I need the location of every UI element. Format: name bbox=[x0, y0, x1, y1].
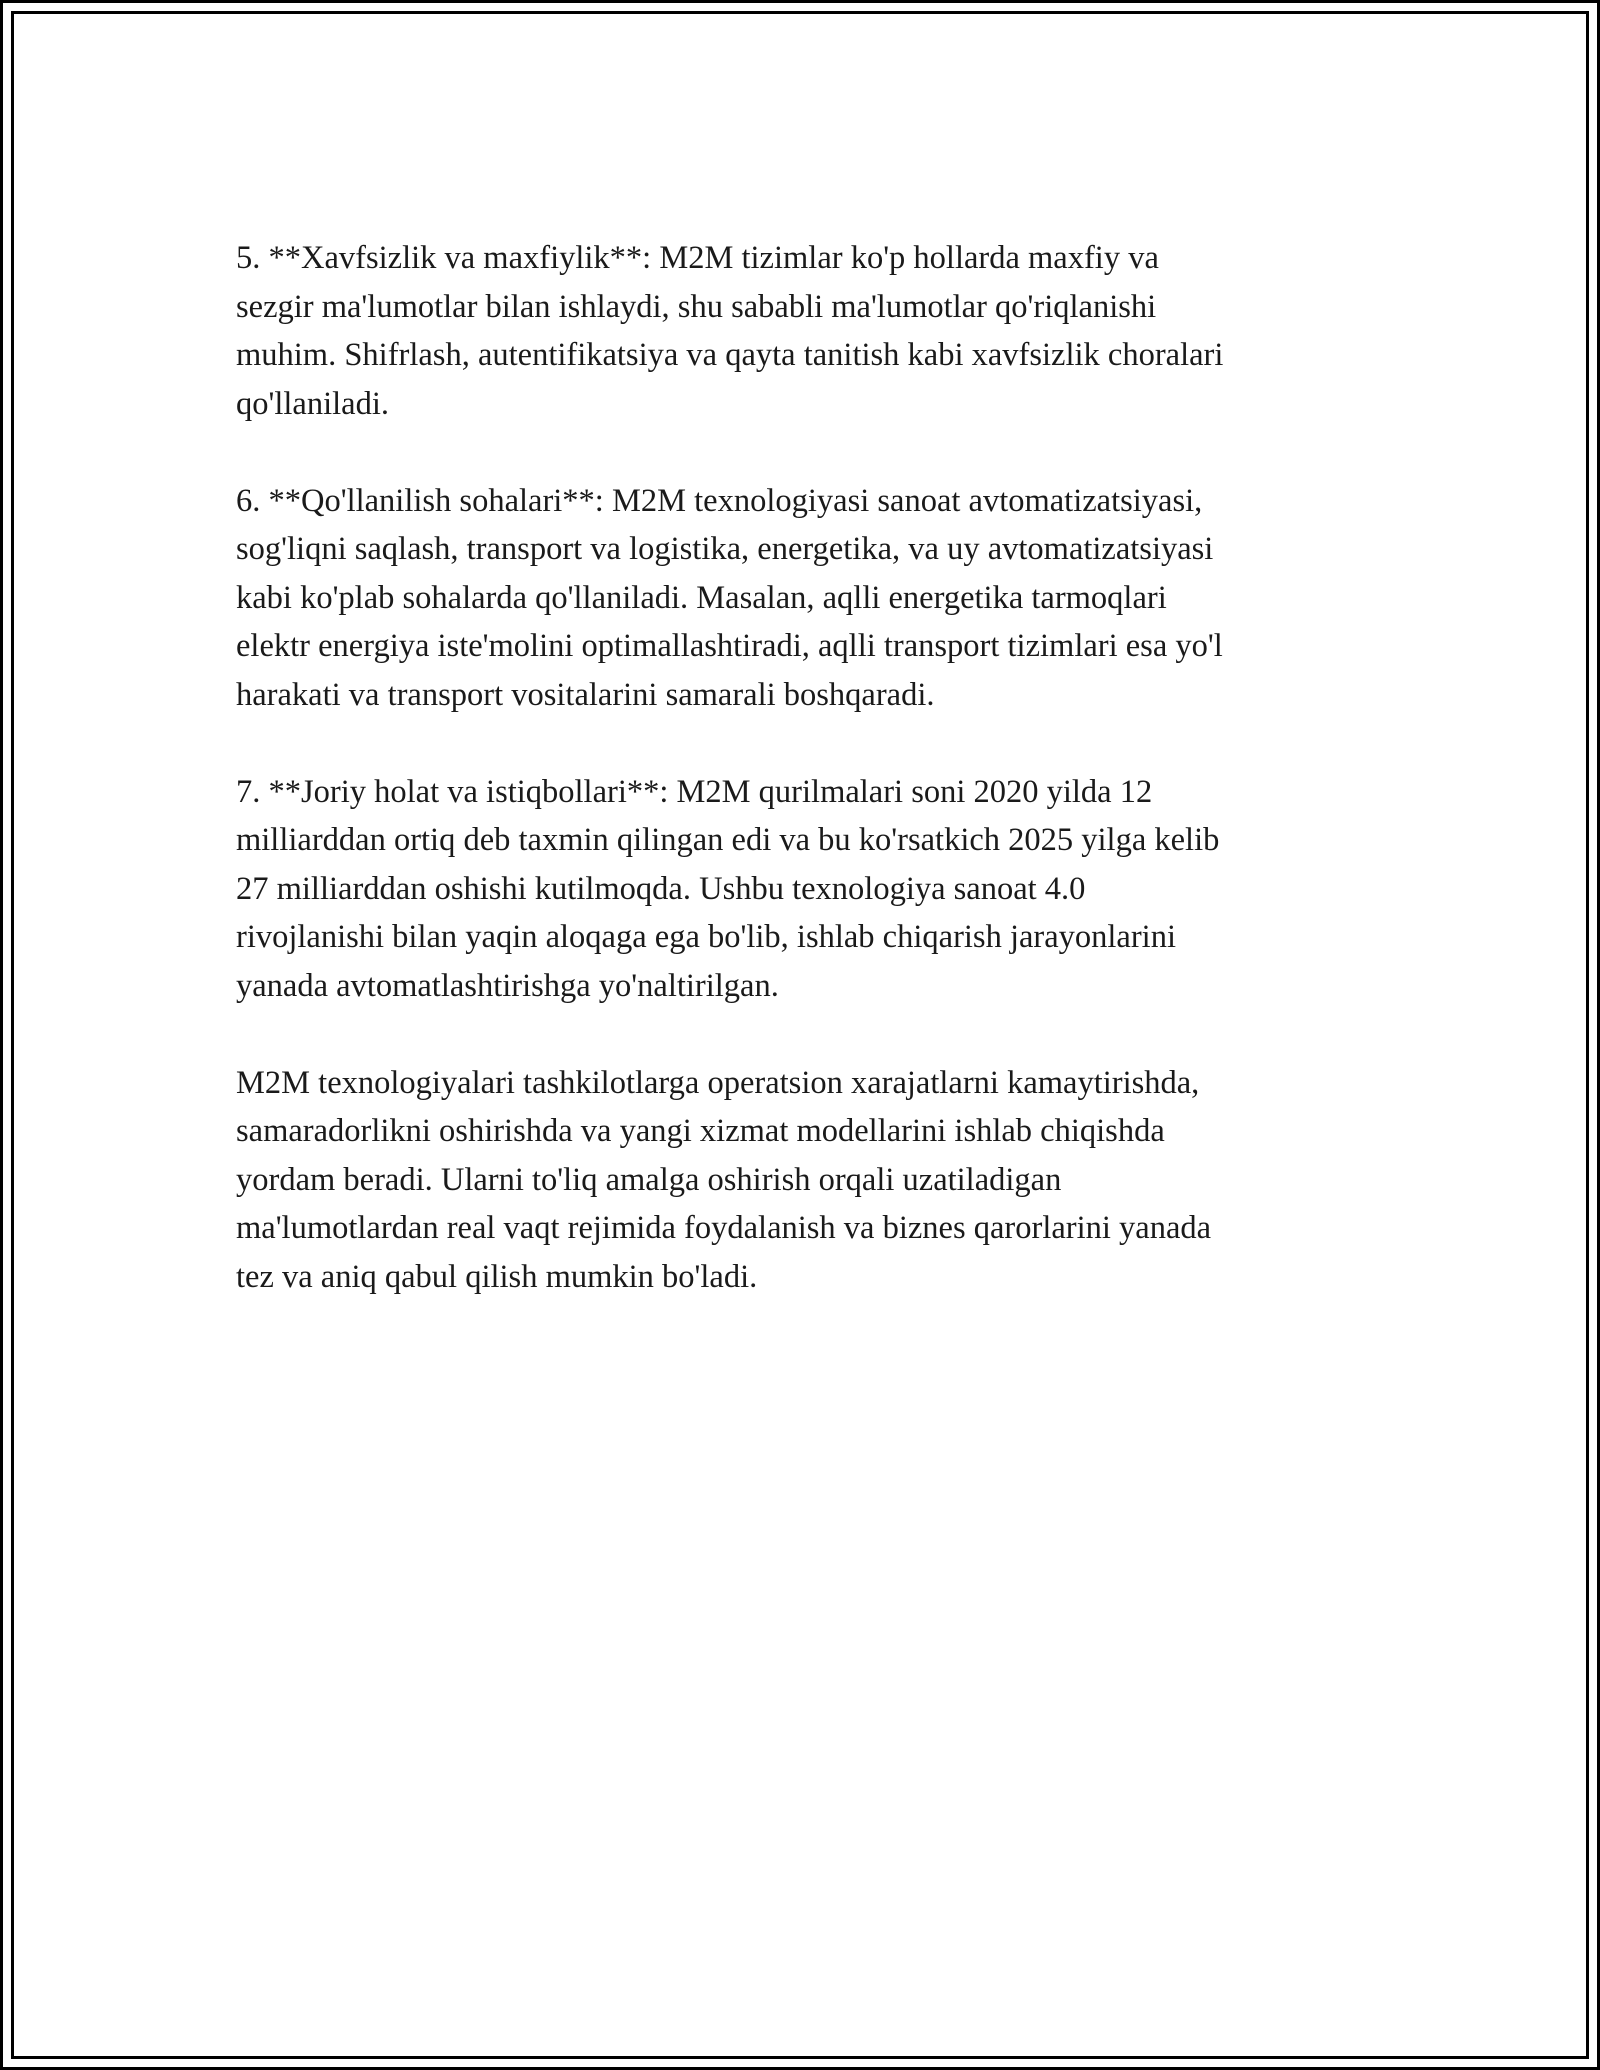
paragraph-current-state: 7. **Joriy holat va istiqbollari**: M2M qurilmalari soni 2020 yilda 12 milliarddan ortiq deb taxmin qilingan edi va bu ko'rsatkich 2025 yilga kelib 27 milliarddan oshishi kutilmoqda. Ushbu texnologiya sanoat 4.0 rivojlanishi bilan yaqin aloqaga ega bo'lib, ishlab chiqarish jarayonlarini yanada avtomatlashtirishga yo'naltirilgan. bbox=[236, 773, 1220, 1004]
paragraph-application-areas: 6. **Qo'llanilish sohalari**: M2M texnologiyasi sanoat avtomatizatsiyasi, sog'liqni saqlash, transport va logistika, energetika, va uy avtomatizatsiyasi kabi ko'plab sohalarda qo'llaniladi. Masalan, aqlli energetika tarmoqlari elektr energiya iste'molini optimallashtiradi, aqlli transport tizimlari esa yo'l harakati va transport vositalarini samarali boshqaradi. bbox=[236, 482, 1223, 713]
paragraph-security: 5. **Xavfsizlik va maxfiylik**: M2M tizimlar ko'p hollarda maxfiy va sezgir ma'lumotlar bilan ishlaydi, shu sababli ma'lumotlar qo'riqlanishi muhim. Shifrlash, autentifikatsiya va qayta tanitish kabi xavfsizlik choralari qo'llaniladi. bbox=[236, 240, 1224, 422]
document-body bbox=[236, 234, 1376, 1350]
paragraph-conclusion: M2M texnologiyalari tashkilotlarga operatsion xarajatlarni kamaytirishda, samaradorlikni oshirishda va yangi xizmat modellarini ishlab chiqishda yordam beradi. Ularni to'liq amalga oshirish orqali uzatiladigan ma'lumotlardan real vaqt rejimida foydalanish va biznes qarorlarini yanada tez va aniq qabul qilish mumkin bo'ladi. bbox=[236, 1064, 1212, 1295]
